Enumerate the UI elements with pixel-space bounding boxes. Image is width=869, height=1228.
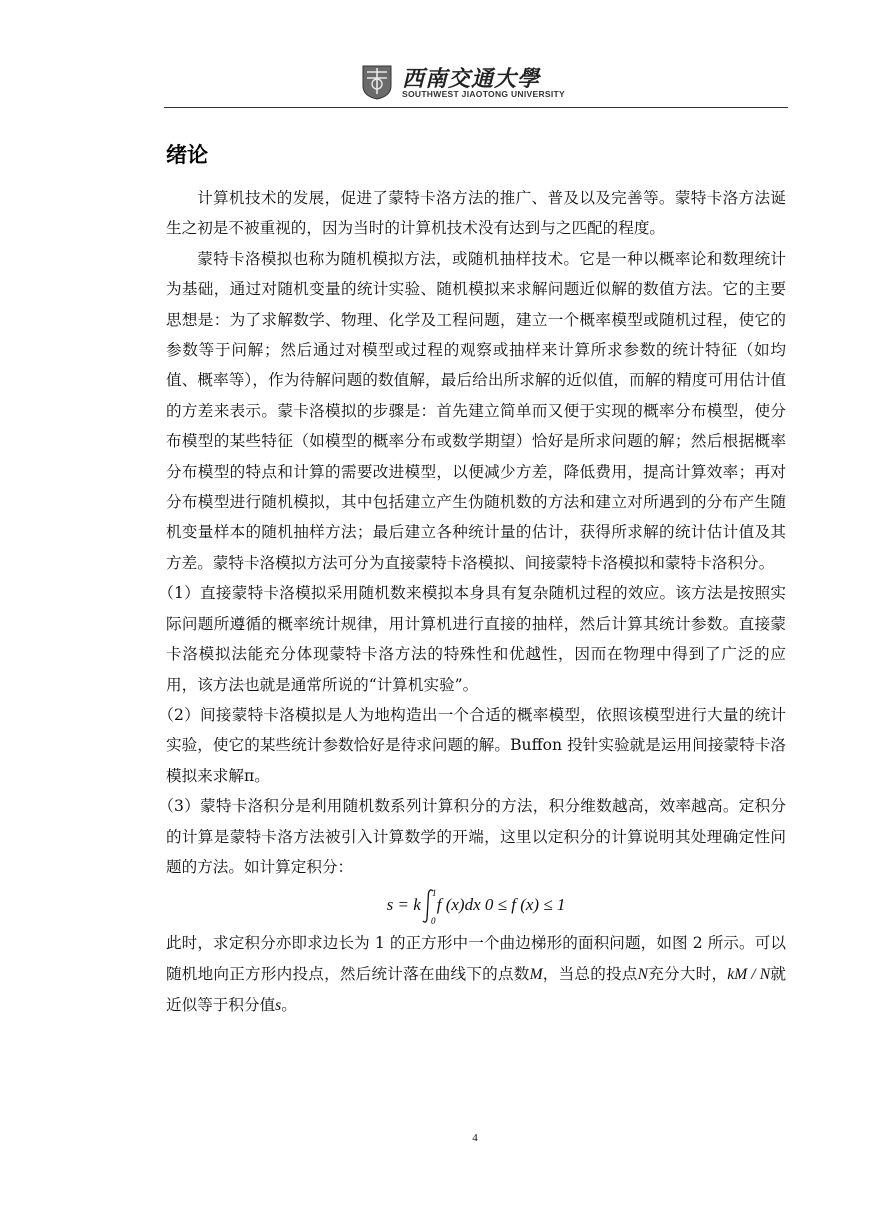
symbol-M: M	[529, 965, 543, 983]
formula-body: f (x)dx 0 ≤ f (x) ≤ 1	[436, 895, 566, 915]
university-emblem-icon	[361, 64, 393, 100]
paragraph-overview: 蒙特卡洛模拟也称为随机模拟方法，或随机抽样技术。它是一种以概率论和数理统计为基础，通过对随机变量的统计实验、随机模拟来求解问题近似解的数值方法。它的主要思想是：为了求解数学、物理、化学及工程问题，建立一个概率模型或随机过程，使它的参数等于问解；然后通过对模型或过程的观察或抽样来计算所求参数的统计特征（如均值、概率等），作为待解问题的数值解，最后给出所求解的近似值，而解的精度可用估计值的方差来表示。蒙卡洛模拟的步骤是：首先建立简单而又便于实现的概率分布模型，使分布模型的某些特征（如模型的概率分布或数学期望）恰好是所求问题的解；然后根据概率分布模型的特点和计算的需要改进模型，以便减少方差，降低费用，提高计算效率；再对分布模型进行随机模拟，其中包括建立产生伪随机数的方法和建立对所遇到的分布产生随机变量样本的随机抽样方法；最后建立各种统计量的估计，获得所求解的统计估计值及其方差。蒙特卡洛模拟方法可分为直接蒙特卡洛模拟、间接蒙特卡洛模拟和蒙特卡洛积分。	[166, 249, 786, 572]
body-text	[158, 183, 786, 1022]
university-name-en: SOUTHWEST JIAOTONG UNIVERSITY	[402, 89, 565, 99]
page-number: 4	[472, 1132, 478, 1144]
section-title: 绪论	[166, 143, 208, 167]
paragraph-geometric	[166, 928, 786, 1021]
text-segment: ，当总的投点	[542, 964, 638, 983]
paragraph-indirect-mc: （2）间接蒙特卡洛模拟是人为地构造出一个合适的概率模型，依照该模型进行大量的统计实验，使它的某些统计参数恰好是待求问题的解。Buffon 投针实验就是运用间接蒙特卡洛模拟来求解π。	[158, 705, 786, 785]
header-divider	[164, 107, 788, 108]
formula-lhs: s = k	[386, 895, 421, 915]
text-segment: 充分大时，	[648, 964, 728, 983]
page-header	[0, 0, 869, 112]
text-segment: 。	[281, 996, 297, 1015]
symbol-N: N	[637, 965, 649, 983]
integral-upper-limit: 1	[431, 888, 437, 899]
symbol-s: s	[275, 997, 282, 1015]
paragraph-mc-integration: （3）蒙特卡洛积分是利用随机数系列计算积分的方法，积分维数越高，效率越高。定积分的计算是蒙特卡洛方法被引入计算数学的开端，这里以定积分的计算说明其处理确定性问题的方法。如计算定积分：	[158, 797, 786, 876]
integral-sign-icon	[421, 887, 437, 925]
integral-formula	[166, 882, 786, 928]
university-name-cn: 西南交通大學	[402, 66, 541, 92]
symbol-kMN: kM / N	[727, 965, 771, 983]
integral-lower-limit: 0	[430, 916, 436, 926]
paragraph-intro: 计算机技术的发展，促进了蒙特卡洛方法的推广、普及以及完善等。蒙特卡洛方法诞生之初是不被重视的，因为当时的计算机技术没有达到与之匹配的程度。	[166, 189, 786, 238]
text-segment: 此时，求定积分亦即求边长为 1 的正方形中一个曲边梯形的面积问题，如图 2 所示。可以随机地向正方形内投点，然后统计落在曲线下的点数	[166, 934, 786, 983]
paragraph-direct-mc: （1）直接蒙特卡洛模拟采用随机数来模拟本身具有复杂随机过程的效应。该方法是按照实际问题所遵循的概率统计规律，用计算机进行直接的抽样，然后计算其统计参数。直接蒙卡洛模拟法能充分体现蒙特卡洛方法的特殊性和优越性，因而在物理中得到了广泛的应用，该方法也就是通常所说的“计算机实验”。	[158, 584, 786, 694]
text-segment: 就近似等于积分值	[166, 964, 786, 1015]
